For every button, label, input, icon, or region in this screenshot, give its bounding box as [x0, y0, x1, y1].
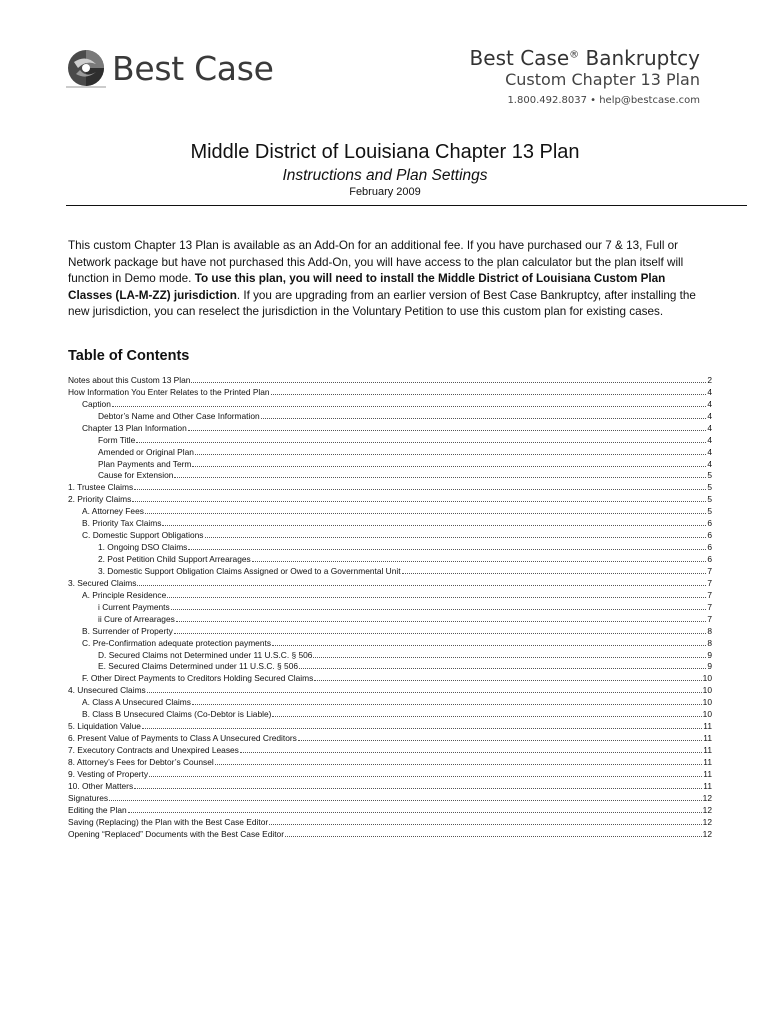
toc-entry[interactable] — [68, 434, 712, 446]
toc-entry-label: Chapter 13 Plan Information — [82, 422, 187, 433]
toc-entry-label: 2. Post Petition Child Support Arrearages — [98, 554, 251, 564]
document-date: February 2009 — [349, 186, 421, 198]
toc-entry-page: 10 — [702, 685, 712, 696]
toc-entry-label: 6. Present Value of Payments to Class A Unsecured Creditors — [68, 733, 297, 744]
toc-leader-dots — [192, 460, 706, 467]
toc-entry[interactable] — [68, 589, 712, 601]
toc-entry-page: 6 — [707, 554, 712, 564]
title-divider — [66, 205, 747, 206]
toc-entry[interactable] — [68, 458, 712, 470]
toc-entry-label: 4. Unsecured Claims — [68, 685, 146, 696]
toc-entry-label: How Information You Enter Relates to the Printed Plan — [68, 386, 270, 397]
toc-entry[interactable] — [68, 649, 712, 661]
toc-leader-dots — [112, 400, 706, 407]
toc-entry-label: Cause for Extension — [98, 470, 174, 481]
toc-entry-label: 5. Liquidation Value — [68, 721, 141, 732]
toc-entry[interactable] — [68, 744, 712, 756]
toc-entry-label: i Current Payments — [98, 601, 170, 612]
toc-entry[interactable] — [68, 577, 712, 589]
toc-entry-page: 6 — [707, 542, 712, 553]
toc-entry[interactable] — [68, 517, 712, 529]
toc-entry-page: 9 — [707, 661, 712, 672]
toc-entry-page: 8 — [707, 637, 712, 648]
toc-entry-page: 10 — [702, 673, 712, 684]
toc-leader-dots — [109, 794, 702, 801]
toc-leader-dots — [271, 388, 707, 395]
toc-entry[interactable] — [68, 625, 712, 637]
toc-entry-label: E. Secured Claims Determined under 11 U.S.C. § 506 — [98, 661, 299, 672]
toc-entry[interactable] — [68, 780, 712, 792]
intro-text-bold: To use this plan, you will need to install the Middle District of Louisiana Custom Plan Classes (LA-M-ZZ) jurisdiction — [68, 272, 666, 302]
toc-entry-label: 2. Priority Claims — [68, 494, 132, 505]
toc-entry[interactable] — [68, 768, 712, 780]
toc-entry-page: 11 — [703, 745, 712, 755]
intro-text-2: . If you are upgrading from an earlier version of Best Case Bankruptcy, after installing the new jurisdiction, you can reselect the jurisdiction in the Voluntary Petition to use this custom plan for existing cases. — [68, 288, 696, 318]
brand-subtitle: Custom Chapter 13 Plan — [505, 70, 700, 89]
toc-entry-label: Debtor’s Name and Other Case Information — [98, 410, 260, 421]
registered-mark: ® — [569, 49, 580, 61]
toc-entry[interactable] — [68, 481, 712, 493]
toc-entry[interactable] — [68, 470, 712, 482]
toc-entry[interactable] — [68, 792, 712, 804]
toc-entry-page: 4 — [707, 386, 712, 397]
toc-entry-page: 7 — [707, 565, 712, 576]
toc-leader-dots — [269, 818, 701, 825]
toc-entry-page: 4 — [707, 434, 712, 445]
toc-entry[interactable] — [68, 541, 712, 553]
toc-entry[interactable] — [68, 696, 712, 708]
toc-entry[interactable] — [68, 637, 712, 649]
toc-leader-dots — [174, 471, 706, 478]
toc-entry-label: Caption — [82, 398, 111, 409]
toc-entry-page: 11 — [703, 780, 712, 791]
toc-leader-dots — [191, 376, 706, 383]
toc-entry-page: 11 — [703, 733, 712, 744]
toc-leader-dots — [402, 567, 707, 574]
toc-entry[interactable] — [68, 565, 712, 577]
table-of-contents — [68, 374, 712, 840]
toc-leader-dots — [137, 579, 706, 586]
toc-entry[interactable] — [68, 553, 712, 565]
toc-entry-label: Opening “Replaced” Documents with the Best Case Editor — [68, 828, 284, 839]
toc-entry[interactable] — [68, 386, 712, 398]
best-case-logo-icon — [66, 48, 106, 88]
brand-title-tail: Bankruptcy — [579, 46, 700, 70]
toc-entry-label: A. Attorney Fees — [82, 506, 144, 517]
contact-info: 1.800.492.8037 • help@bestcase.com — [507, 95, 700, 106]
toc-entry-page: 6 — [707, 518, 712, 529]
toc-entry-label: A. Principle Residence — [82, 589, 167, 600]
toc-entry-label: Signatures — [68, 792, 109, 803]
toc-entry[interactable] — [68, 493, 712, 505]
toc-entry-page: 12 — [702, 828, 712, 839]
toc-entry[interactable] — [68, 672, 712, 684]
brand-title — [470, 46, 700, 70]
toc-leader-dots — [188, 424, 707, 431]
toc-entry-page: 7 — [707, 577, 712, 588]
toc-entry-label: B. Priority Tax Claims — [82, 518, 162, 529]
toc-entry[interactable] — [68, 720, 712, 732]
toc-leader-dots — [261, 412, 707, 419]
toc-heading: Table of Contents — [68, 348, 190, 364]
toc-entry-label: 8. Attorney’s Fees for Debtor’s Counsel — [68, 756, 214, 767]
toc-entry-label: Saving (Replacing) the Plan with the Best Case Editor — [68, 816, 269, 827]
toc-leader-dots — [240, 746, 702, 753]
toc-leader-dots — [128, 806, 702, 813]
toc-entry-label: F. Other Direct Payments to Creditors Holding Secured Claims — [82, 673, 314, 684]
toc-entry-page: 4 — [707, 446, 712, 457]
toc-entry[interactable] — [68, 505, 712, 517]
toc-entry-label: Form Title — [98, 434, 136, 445]
toc-entry[interactable] — [68, 756, 712, 768]
toc-entry[interactable] — [68, 374, 712, 386]
toc-leader-dots — [195, 448, 706, 455]
toc-entry[interactable] — [68, 446, 712, 458]
toc-leader-dots — [192, 698, 702, 705]
toc-entry-page: 5 — [707, 506, 712, 517]
toc-entry-page: 4 — [707, 422, 712, 433]
toc-entry-page: 5 — [707, 482, 712, 493]
toc-entry[interactable] — [68, 684, 712, 696]
toc-leader-dots — [314, 674, 701, 681]
toc-entry-page: 5 — [707, 494, 712, 505]
toc-entry[interactable] — [68, 410, 712, 422]
toc-leader-dots — [205, 531, 707, 538]
toc-entry-page: 10 — [702, 697, 712, 708]
toc-entry-label: B. Class B Unsecured Claims (Co-Debtor is Liable) — [82, 709, 272, 720]
toc-leader-dots — [272, 639, 706, 646]
toc-entry[interactable] — [68, 732, 712, 744]
toc-entry-label: C. Domestic Support Obligations — [82, 530, 204, 541]
toc-entry-page: 4 — [707, 410, 712, 421]
toc-entry-label: 1. Trustee Claims — [68, 482, 134, 493]
toc-entry-label: 3. Domestic Support Obligation Claims Assigned or Owed to a Governmental Unit — [98, 565, 401, 576]
toc-leader-dots — [299, 662, 706, 669]
toc-entry-label: 1. Ongoing DSO Claims — [98, 542, 188, 553]
toc-entry[interactable] — [68, 422, 712, 434]
toc-leader-dots — [188, 543, 706, 550]
toc-entry[interactable] — [68, 613, 712, 625]
toc-leader-dots — [176, 615, 707, 622]
toc-leader-dots — [136, 436, 706, 443]
toc-entry-page: 4 — [707, 458, 712, 469]
toc-leader-dots — [215, 758, 703, 765]
intro-paragraph — [68, 238, 700, 321]
toc-leader-dots — [252, 555, 707, 562]
toc-entry[interactable] — [68, 529, 712, 541]
toc-entry[interactable] — [68, 661, 712, 673]
toc-entry-label: Amended or Original Plan — [98, 446, 194, 457]
toc-leader-dots — [142, 722, 702, 729]
logo-text: Best Case — [112, 48, 274, 88]
toc-entry-page: 12 — [702, 792, 712, 803]
toc-leader-dots — [171, 603, 707, 610]
toc-entry-page: 5 — [707, 470, 712, 481]
toc-entry-page: 6 — [707, 530, 712, 541]
toc-leader-dots — [145, 507, 706, 514]
toc-entry-label: 9. Vesting of Property — [68, 768, 149, 779]
toc-entry[interactable] — [68, 398, 712, 410]
toc-entry-label: A. Class A Unsecured Claims — [82, 697, 191, 708]
toc-leader-dots — [147, 686, 702, 693]
document-title: Middle District of Louisiana Chapter 13 Plan — [190, 141, 580, 163]
toc-entry-label: Notes about this Custom 13 Plan — [68, 374, 191, 385]
toc-entry[interactable] — [68, 708, 712, 720]
toc-leader-dots — [132, 495, 706, 502]
toc-leader-dots — [149, 770, 702, 777]
intro-text-1: This custom Chapter 13 Plan is available as an Add-On for an additional fee. If you have purchased our 7 & 13, Full or Network package but have not purchased this Add-On, you will have access to the plan calculator but the plan itself will function in Demo mode. — [68, 239, 684, 285]
toc-leader-dots — [272, 710, 701, 717]
toc-entry-page: 11 — [703, 768, 712, 779]
document-subtitle: Instructions and Plan Settings — [282, 167, 488, 184]
toc-leader-dots — [134, 782, 702, 789]
toc-entry-label: B. Surrender of Property — [82, 625, 173, 636]
toc-entry-page: 4 — [707, 398, 712, 409]
toc-leader-dots — [298, 734, 702, 741]
toc-leader-dots — [162, 519, 706, 526]
toc-entry-page: 9 — [707, 649, 712, 660]
toc-leader-dots — [285, 830, 702, 837]
toc-leader-dots — [174, 627, 707, 634]
toc-entry-label: 3. Secured Claims — [68, 577, 137, 588]
toc-entry-label: ii Cure of Arrearages — [98, 613, 175, 624]
toc-entry-label: Editing the Plan — [68, 804, 127, 815]
toc-entry[interactable] — [68, 804, 712, 816]
toc-leader-dots — [167, 591, 706, 598]
toc-entry-page: 7 — [707, 601, 712, 612]
toc-entry-label: D. Secured Claims not Determined under 11 U.S.C. § 506 — [98, 649, 313, 660]
toc-entry-page: 11 — [703, 721, 712, 732]
toc-entry-label: Plan Payments and Term — [98, 458, 192, 469]
toc-entry-label: 10. Other Matters — [68, 780, 134, 791]
logo-tagline-mark — [66, 84, 106, 90]
toc-entry-page: 10 — [702, 709, 712, 720]
brand-title-name: Best Case — [469, 46, 570, 70]
toc-entry-page: 8 — [707, 625, 712, 636]
toc-entry[interactable] — [68, 601, 712, 613]
toc-leader-dots — [134, 483, 706, 490]
toc-entry-page: 7 — [707, 589, 712, 600]
toc-entry[interactable] — [68, 828, 712, 840]
toc-entry-page: 7 — [707, 613, 712, 624]
toc-entry-page: 11 — [703, 756, 712, 767]
toc-entry-label: C. Pre-Confirmation adequate protection payments — [82, 637, 272, 648]
toc-entry-page: 2 — [707, 374, 712, 385]
toc-entry[interactable] — [68, 816, 712, 828]
toc-entry-label: 7. Executory Contracts and Unexpired Leases — [68, 745, 239, 755]
toc-entry-page: 12 — [702, 804, 712, 815]
toc-entry-page: 12 — [702, 816, 712, 827]
toc-leader-dots — [313, 651, 706, 658]
